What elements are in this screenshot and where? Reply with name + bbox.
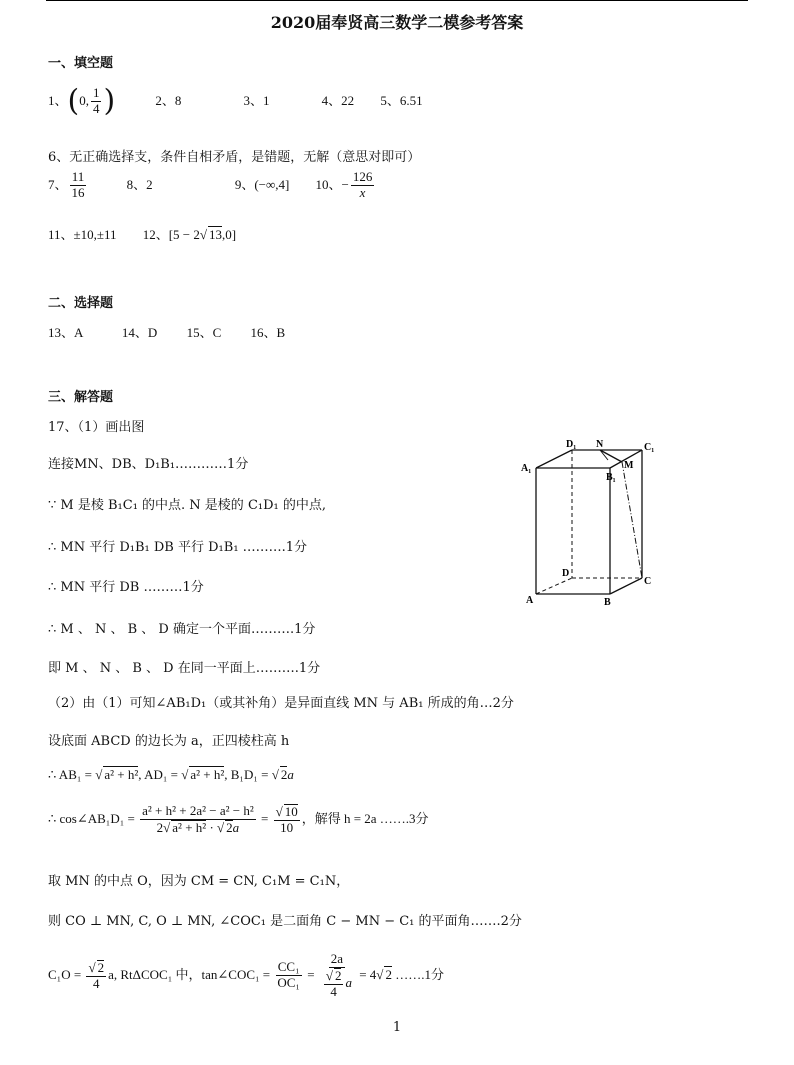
tan-value-fraction bbox=[320, 952, 354, 1000]
choice-13: 13、A bbox=[48, 325, 83, 340]
c1o-den: 4 bbox=[93, 975, 100, 991]
answer-7-num: 11 bbox=[71, 169, 85, 184]
answer-5: 5、6.51 bbox=[380, 92, 423, 108]
tan-result-root: 2 bbox=[385, 966, 392, 982]
section-solve-heading: 三、解答题 bbox=[48, 390, 114, 405]
sqrt-sign: √ bbox=[275, 804, 283, 819]
answer-4: 4、22 bbox=[321, 92, 355, 108]
ab1-root: a² + h² bbox=[104, 767, 139, 782]
c1o-fraction bbox=[86, 960, 106, 992]
label-a: A bbox=[526, 595, 534, 606]
top-rule bbox=[46, 0, 748, 1]
answer-6: 6、无正确选择支，条件自相矛盾，是错题，无解（意思对即可） bbox=[48, 150, 421, 165]
answer-2: 2、8 bbox=[155, 92, 182, 108]
tan-value-num: 2a bbox=[330, 951, 344, 966]
label-a1: A₁ bbox=[521, 463, 532, 474]
equals: = bbox=[257, 810, 272, 826]
q17-line3: ∴ MN 平行 D₁B₁ DB 平行 D₁B₁ ……….1分 bbox=[48, 540, 308, 555]
page-title: 2020届奉贤高三数学二模参考答案 bbox=[270, 13, 524, 32]
label-d1: D₁ bbox=[566, 439, 577, 450]
cos-den-root2: 2 bbox=[226, 819, 233, 835]
label-n: N bbox=[596, 439, 604, 450]
answer-11: 11、±10,±11 bbox=[48, 227, 117, 242]
tan-den: OC₁ bbox=[277, 975, 300, 991]
sqrt-sign: √ bbox=[325, 967, 333, 983]
ab1-label: ∴ AB₁ = bbox=[48, 767, 96, 782]
cos-result bbox=[274, 804, 300, 836]
inner-a: a bbox=[345, 974, 352, 990]
q17-part1: 17、（1）画出图 bbox=[48, 420, 145, 435]
answer-1-label: 1、 bbox=[48, 92, 68, 108]
answer-9: 9、(−∞,4] bbox=[234, 176, 290, 192]
choice-answers-row bbox=[48, 322, 285, 341]
q17-line6: 即 M 、 N 、 B 、 D 在同一平面上……….1分 bbox=[48, 661, 321, 676]
answer-12-post: ,0] bbox=[222, 227, 237, 242]
c1o-num bbox=[86, 960, 106, 977]
q17-line7: （2）由（1）可知∠AB₁D₁（或其补角）是异面直线 MN 与 AB₁ 所成的角…2分 bbox=[48, 696, 514, 711]
cos-fraction bbox=[140, 804, 256, 836]
inner-root: 2 bbox=[334, 967, 342, 983]
answer-10-label: 10、− bbox=[315, 176, 349, 192]
label-c: C bbox=[644, 576, 652, 587]
q17-line1: 连接MN、DB、D₁B₁…………1分 bbox=[48, 457, 249, 472]
segment-mn bbox=[600, 450, 622, 462]
ad1-root: a² + h² bbox=[190, 767, 225, 782]
q17-line4: ∴ MN 平行 DB ………1分 bbox=[48, 580, 204, 595]
section-choice-heading: 二、选择题 bbox=[48, 296, 114, 311]
answer-7-label: 7、 bbox=[48, 176, 68, 192]
equals: = bbox=[303, 966, 318, 982]
label-b: B bbox=[604, 597, 611, 608]
fill-answers-row3 bbox=[48, 170, 376, 201]
section-fill-heading: 一、填空题 bbox=[48, 56, 114, 71]
tan-value-den bbox=[320, 968, 354, 1000]
cos-den-coef: 2 bbox=[156, 819, 164, 835]
b1d1-label: , B₁D₁ = bbox=[224, 767, 272, 782]
answer-1-fraction bbox=[91, 86, 102, 117]
answer-8: 8、2 bbox=[126, 176, 153, 192]
b1d1-root: 2 bbox=[280, 767, 288, 782]
choice-15: 15、C bbox=[186, 325, 222, 340]
inner-den: 4 bbox=[330, 983, 337, 999]
inner-fraction bbox=[324, 968, 344, 1000]
cos-result-root: 10 bbox=[284, 804, 298, 819]
sqrt-sign: √ bbox=[217, 819, 225, 835]
q17-line5: ∴ M 、 N 、 B 、 D 确定一个平面……….1分 bbox=[48, 622, 316, 637]
q17-line13 bbox=[48, 952, 444, 1000]
label-m: M bbox=[624, 460, 634, 471]
segment-mc bbox=[622, 462, 642, 578]
q17-line11: 取 MN 的中点 O，因为 CM = CN, C₁M = C₁N， bbox=[48, 874, 350, 889]
label-b1: B₁ bbox=[606, 472, 616, 483]
cos-num: a² + h² + 2a² − a² − h² bbox=[142, 803, 254, 818]
c1o-root: 2 bbox=[97, 959, 105, 975]
cos-result-den: 10 bbox=[280, 819, 294, 835]
sqrt-sign: √ bbox=[271, 767, 279, 782]
ad1-label: , AD₁ = bbox=[138, 767, 182, 782]
q17-line12: 则 CO ⊥ MN, C, O ⊥ MN, ∠COC₁ 是二面角 C − MN − C₁ 的平面角…….2分 bbox=[48, 914, 522, 929]
choice-16: 16、B bbox=[250, 325, 286, 340]
label-d: D bbox=[562, 568, 570, 579]
q17-line2: ∵ M 是棱 B₁C₁ 的中点. N 是棱的 C₁D₁ 的中点, bbox=[48, 498, 326, 513]
cos-den-a: a bbox=[232, 819, 240, 835]
q17-line8: 设底面 ABCD 的边长为 a，正四棱柱高 h bbox=[48, 734, 290, 749]
sqrt-sign: √ bbox=[376, 966, 384, 982]
cos-label: ∴ cos∠AB₁D₁ = bbox=[48, 810, 139, 826]
choice-14: 14、D bbox=[121, 325, 158, 340]
tan-tail: …….1分 bbox=[391, 966, 444, 982]
sqrt-sign: √ bbox=[163, 819, 171, 835]
sqrt-sign: √ bbox=[95, 767, 103, 782]
cos-den-root1: a² + h² bbox=[172, 819, 207, 835]
page-number: 1 bbox=[392, 1020, 402, 1035]
answer-3: 3、1 bbox=[243, 92, 270, 108]
tan-label: a, RtΔCOC₁ 中，tan∠COC₁ = bbox=[108, 966, 274, 982]
answer-10-num: 126 bbox=[352, 169, 373, 184]
b1d1-a: a bbox=[287, 767, 294, 782]
fill-answers-row4 bbox=[48, 224, 236, 243]
prism-figure bbox=[518, 438, 668, 610]
answer-12-pre: 12、[5 − 2 bbox=[142, 227, 200, 242]
fill-answers-row1 bbox=[48, 83, 423, 119]
answer-10-fraction bbox=[351, 170, 375, 201]
answer-10-den: x bbox=[359, 184, 366, 200]
edge-a-d-hidden bbox=[536, 578, 572, 594]
label-c1: C₁ bbox=[644, 442, 655, 453]
answer-1-num: 1 bbox=[92, 85, 100, 100]
answer-7-fraction bbox=[70, 170, 87, 201]
c1o-label: C₁O = bbox=[48, 966, 85, 982]
cos-den-dot: · bbox=[206, 819, 218, 835]
left-paren: ( bbox=[67, 83, 80, 119]
tan-result: = 4 bbox=[355, 966, 377, 982]
answer-1-zero: 0, bbox=[79, 92, 89, 108]
sqrt-sign: √ bbox=[88, 959, 96, 975]
answer-7-den: 16 bbox=[71, 184, 85, 200]
cos-den bbox=[155, 820, 242, 836]
q17-line9 bbox=[48, 766, 294, 783]
sqrt-sign: √ bbox=[181, 767, 189, 782]
answer-12-root: 13 bbox=[209, 227, 223, 242]
q17-line10 bbox=[48, 804, 429, 836]
edge-b-c bbox=[610, 578, 642, 594]
sqrt-sign: √ bbox=[199, 227, 208, 242]
cos-tail: ，解得 h = 2a …….3分 bbox=[301, 810, 429, 826]
edge-a1-d1 bbox=[536, 450, 572, 468]
inner-num bbox=[324, 968, 344, 985]
cos-result-num bbox=[274, 804, 300, 821]
tan-num: CC₁ bbox=[277, 959, 300, 975]
answer-1-den: 4 bbox=[92, 100, 100, 116]
tan-fraction bbox=[275, 960, 302, 991]
right-paren: ) bbox=[103, 83, 116, 119]
